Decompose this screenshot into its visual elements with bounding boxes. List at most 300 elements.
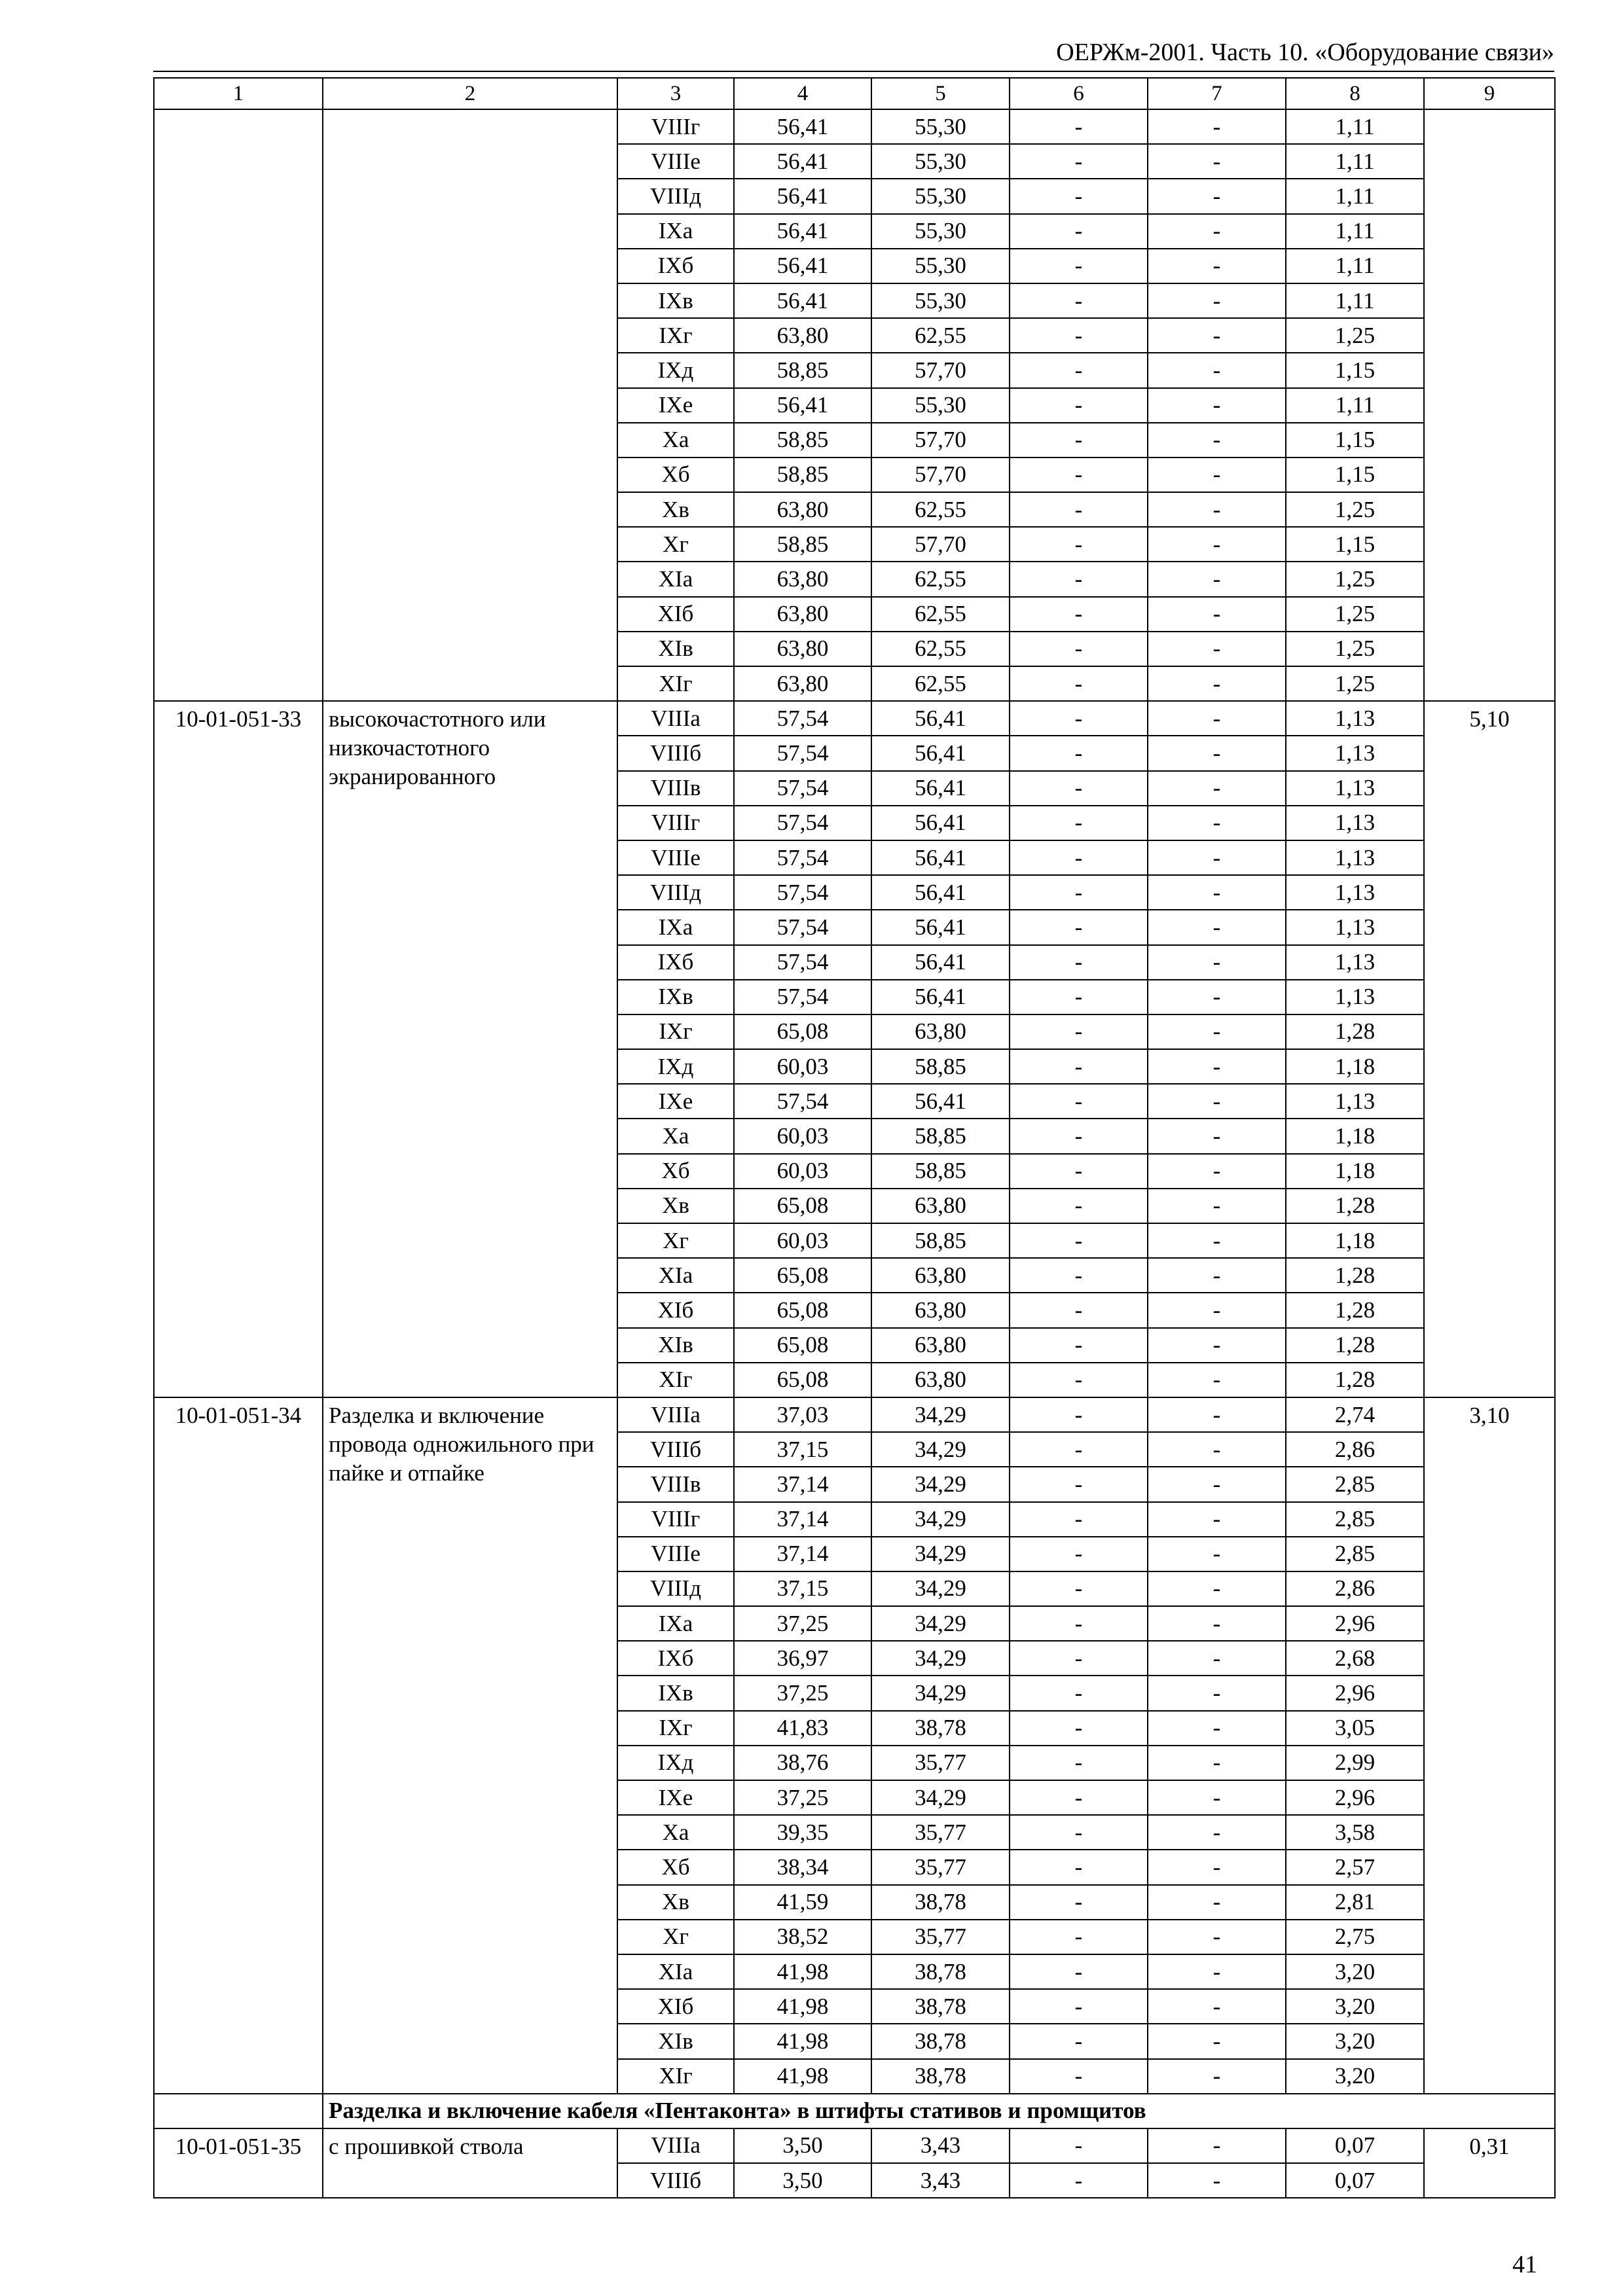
pipeline-class: XIа bbox=[617, 562, 734, 596]
total-cost: 56,41 bbox=[734, 179, 871, 213]
labor-cost: 35,77 bbox=[871, 1746, 1010, 1780]
total-cost: 57,54 bbox=[734, 980, 871, 1014]
machine-cost: - bbox=[1010, 1049, 1148, 1084]
total-cost: 37,14 bbox=[734, 1537, 871, 1571]
material-cost: 1,15 bbox=[1286, 353, 1424, 387]
machine-cost: - bbox=[1010, 214, 1148, 249]
total-cost: 65,08 bbox=[734, 1363, 871, 1397]
labor-hours: 3,10 bbox=[1424, 1397, 1555, 2094]
driver-wage-cost: - bbox=[1148, 1641, 1286, 1676]
pipeline-class: Xг bbox=[617, 1223, 734, 1258]
driver-wage-cost: - bbox=[1148, 1780, 1286, 1815]
pipeline-class: IXб bbox=[617, 945, 734, 980]
labor-cost: 56,41 bbox=[871, 875, 1010, 910]
driver-wage-cost: - bbox=[1148, 492, 1286, 527]
pipeline-class: XIв bbox=[617, 2024, 734, 2058]
labor-cost: 63,80 bbox=[871, 1328, 1010, 1363]
material-cost: 3,20 bbox=[1286, 2059, 1424, 2094]
labor-cost: 56,41 bbox=[871, 840, 1010, 875]
machine-cost: - bbox=[1010, 910, 1148, 944]
material-cost: 1,11 bbox=[1286, 214, 1424, 249]
material-cost: 1,15 bbox=[1286, 423, 1424, 457]
pipeline-class: Xб bbox=[617, 1154, 734, 1189]
material-cost: 2,86 bbox=[1286, 1432, 1424, 1467]
total-cost: 38,52 bbox=[734, 1920, 871, 1954]
total-cost: 57,54 bbox=[734, 701, 871, 736]
total-cost: 37,14 bbox=[734, 1502, 871, 1537]
pipeline-class: XIг bbox=[617, 1363, 734, 1397]
total-cost: 41,98 bbox=[734, 1954, 871, 1989]
material-cost: 3,58 bbox=[1286, 1815, 1424, 1850]
labor-cost: 56,41 bbox=[871, 736, 1010, 770]
pipeline-class: XIа bbox=[617, 1954, 734, 1989]
driver-wage-cost: - bbox=[1148, 1502, 1286, 1537]
labor-cost: 34,29 bbox=[871, 1641, 1010, 1676]
driver-wage-cost: - bbox=[1148, 875, 1286, 910]
driver-wage-cost: - bbox=[1148, 562, 1286, 596]
driver-wage-cost: - bbox=[1148, 910, 1286, 944]
total-cost: 57,54 bbox=[734, 840, 871, 875]
total-cost: 56,41 bbox=[734, 283, 871, 318]
column-number: 3 bbox=[617, 78, 734, 109]
labor-cost: 55,30 bbox=[871, 249, 1010, 283]
driver-wage-cost: - bbox=[1148, 249, 1286, 283]
pipeline-class: Xг bbox=[617, 1920, 734, 1954]
total-cost: 57,54 bbox=[734, 736, 871, 770]
driver-wage-cost: - bbox=[1148, 2163, 1286, 2198]
driver-wage-cost: - bbox=[1148, 1920, 1286, 1954]
pipeline-class: VIIIв bbox=[617, 1467, 734, 1501]
driver-wage-cost: - bbox=[1148, 1363, 1286, 1397]
material-cost: 3,20 bbox=[1286, 2024, 1424, 2058]
material-cost: 1,25 bbox=[1286, 562, 1424, 596]
machine-cost: - bbox=[1010, 1885, 1148, 1920]
driver-wage-cost: - bbox=[1148, 1084, 1286, 1119]
column-number: 6 bbox=[1010, 78, 1148, 109]
labor-cost: 58,85 bbox=[871, 1223, 1010, 1258]
driver-wage-cost: - bbox=[1148, 1885, 1286, 1920]
material-cost: 0,07 bbox=[1286, 2128, 1424, 2163]
pipeline-class: XIб bbox=[617, 1293, 734, 1327]
machine-cost: - bbox=[1010, 2128, 1148, 2163]
machine-cost: - bbox=[1010, 1432, 1148, 1467]
pipeline-class: XIа bbox=[617, 1258, 734, 1293]
total-cost: 37,25 bbox=[734, 1606, 871, 1641]
machine-cost: - bbox=[1010, 1815, 1148, 1850]
material-cost: 1,18 bbox=[1286, 1154, 1424, 1189]
pipeline-class: IXа bbox=[617, 910, 734, 944]
page-number: 41 bbox=[1512, 2251, 1537, 2278]
labor-cost: 63,80 bbox=[871, 1363, 1010, 1397]
machine-cost: - bbox=[1010, 249, 1148, 283]
labor-cost: 38,78 bbox=[871, 1989, 1010, 2024]
driver-wage-cost: - bbox=[1148, 1989, 1286, 2024]
column-number: 7 bbox=[1148, 78, 1286, 109]
pipeline-class: Xв bbox=[617, 492, 734, 527]
material-cost: 1,13 bbox=[1286, 910, 1424, 944]
driver-wage-cost: - bbox=[1148, 179, 1286, 213]
driver-wage-cost: - bbox=[1148, 1815, 1286, 1850]
work-description: Разделка и включение провода одножильного при пайке и отпайке bbox=[323, 1397, 617, 2094]
pipeline-class: IXе bbox=[617, 388, 734, 423]
machine-cost: - bbox=[1010, 1571, 1148, 1606]
pipeline-class: Xб bbox=[617, 1850, 734, 1884]
driver-wage-cost: - bbox=[1148, 214, 1286, 249]
total-cost: 41,98 bbox=[734, 2059, 871, 2094]
material-cost: 2,75 bbox=[1286, 1920, 1424, 1954]
driver-wage-cost: - bbox=[1148, 980, 1286, 1014]
pipeline-class: VIIIе bbox=[617, 840, 734, 875]
driver-wage-cost: - bbox=[1148, 423, 1286, 457]
total-cost: 65,08 bbox=[734, 1189, 871, 1223]
material-cost: 2,86 bbox=[1286, 1571, 1424, 1606]
total-cost: 63,80 bbox=[734, 562, 871, 596]
driver-wage-cost: - bbox=[1148, 1711, 1286, 1746]
material-cost: 1,13 bbox=[1286, 980, 1424, 1014]
driver-wage-cost: - bbox=[1148, 457, 1286, 492]
total-cost: 39,35 bbox=[734, 1815, 871, 1850]
total-cost: 3,50 bbox=[734, 2163, 871, 2198]
labor-hours: 0,31 bbox=[1424, 2128, 1555, 2198]
section-heading-row bbox=[154, 2094, 1555, 2128]
pipeline-class: XIб bbox=[617, 597, 734, 632]
pipeline-class: IXе bbox=[617, 1084, 734, 1119]
material-cost: 3,20 bbox=[1286, 1954, 1424, 1989]
header-rule bbox=[153, 71, 1554, 72]
total-cost: 60,03 bbox=[734, 1119, 871, 1153]
total-cost: 57,54 bbox=[734, 945, 871, 980]
total-cost: 65,08 bbox=[734, 1258, 871, 1293]
total-cost: 41,83 bbox=[734, 1711, 871, 1746]
driver-wage-cost: - bbox=[1148, 1676, 1286, 1710]
total-cost: 56,41 bbox=[734, 144, 871, 179]
pipeline-class: VIIIа bbox=[617, 1397, 734, 1432]
labor-cost: 55,30 bbox=[871, 109, 1010, 144]
total-cost: 60,03 bbox=[734, 1154, 871, 1189]
labor-cost: 55,30 bbox=[871, 388, 1010, 423]
labor-cost: 3,43 bbox=[871, 2163, 1010, 2198]
total-cost: 56,41 bbox=[734, 249, 871, 283]
material-cost: 2,85 bbox=[1286, 1502, 1424, 1537]
total-cost: 65,08 bbox=[734, 1328, 871, 1363]
total-cost: 56,41 bbox=[734, 388, 871, 423]
total-cost: 58,85 bbox=[734, 423, 871, 457]
labor-cost: 57,70 bbox=[871, 423, 1010, 457]
machine-cost: - bbox=[1010, 562, 1148, 596]
machine-cost: - bbox=[1010, 666, 1148, 701]
machine-cost: - bbox=[1010, 945, 1148, 980]
column-number: 5 bbox=[871, 78, 1010, 109]
pipeline-class: IXг bbox=[617, 1711, 734, 1746]
machine-cost: - bbox=[1010, 980, 1148, 1014]
driver-wage-cost: - bbox=[1148, 2024, 1286, 2058]
pipeline-class: IXа bbox=[617, 214, 734, 249]
labor-cost: 35,77 bbox=[871, 1920, 1010, 1954]
machine-cost: - bbox=[1010, 806, 1148, 840]
pipeline-class: IXб bbox=[617, 1641, 734, 1676]
material-cost: 1,18 bbox=[1286, 1049, 1424, 1084]
machine-cost: - bbox=[1010, 353, 1148, 387]
material-cost: 2,74 bbox=[1286, 1397, 1424, 1432]
machine-cost: - bbox=[1010, 1989, 1148, 2024]
pipeline-class: VIIIб bbox=[617, 2163, 734, 2198]
pipeline-class: IXб bbox=[617, 249, 734, 283]
material-cost: 1,11 bbox=[1286, 283, 1424, 318]
labor-cost: 38,78 bbox=[871, 2024, 1010, 2058]
driver-wage-cost: - bbox=[1148, 1746, 1286, 1780]
material-cost: 2,96 bbox=[1286, 1606, 1424, 1641]
machine-cost: - bbox=[1010, 1258, 1148, 1293]
total-cost: 41,59 bbox=[734, 1885, 871, 1920]
total-cost: 57,54 bbox=[734, 806, 871, 840]
driver-wage-cost: - bbox=[1148, 597, 1286, 632]
total-cost: 65,08 bbox=[734, 1293, 871, 1327]
machine-cost: - bbox=[1010, 1084, 1148, 1119]
material-cost: 1,18 bbox=[1286, 1223, 1424, 1258]
total-cost: 56,41 bbox=[734, 109, 871, 144]
pipeline-class: Xа bbox=[617, 1815, 734, 1850]
driver-wage-cost: - bbox=[1148, 1397, 1286, 1432]
labor-cost: 56,41 bbox=[871, 701, 1010, 736]
driver-wage-cost: - bbox=[1148, 1189, 1286, 1223]
total-cost: 36,97 bbox=[734, 1641, 871, 1676]
machine-cost: - bbox=[1010, 1641, 1148, 1676]
driver-wage-cost: - bbox=[1148, 1537, 1286, 1571]
labor-cost: 34,29 bbox=[871, 1606, 1010, 1641]
total-cost: 37,15 bbox=[734, 1571, 871, 1606]
driver-wage-cost: - bbox=[1148, 1606, 1286, 1641]
machine-cost: - bbox=[1010, 875, 1148, 910]
labor-cost: 55,30 bbox=[871, 214, 1010, 249]
labor-cost: 56,41 bbox=[871, 806, 1010, 840]
labor-cost: 62,55 bbox=[871, 562, 1010, 596]
material-cost: 1,25 bbox=[1286, 597, 1424, 632]
material-cost: 2,96 bbox=[1286, 1676, 1424, 1710]
total-cost: 63,80 bbox=[734, 632, 871, 666]
labor-cost: 57,70 bbox=[871, 353, 1010, 387]
machine-cost: - bbox=[1010, 179, 1148, 213]
labor-cost: 3,43 bbox=[871, 2128, 1010, 2163]
machine-cost: - bbox=[1010, 1119, 1148, 1153]
machine-cost: - bbox=[1010, 1293, 1148, 1327]
machine-cost: - bbox=[1010, 1606, 1148, 1641]
rate-code bbox=[154, 109, 323, 701]
labor-cost: 34,29 bbox=[871, 1432, 1010, 1467]
driver-wage-cost: - bbox=[1148, 1432, 1286, 1467]
labor-cost: 62,55 bbox=[871, 597, 1010, 632]
total-cost: 3,50 bbox=[734, 2128, 871, 2163]
pipeline-class: XIг bbox=[617, 666, 734, 701]
material-cost: 1,15 bbox=[1286, 457, 1424, 492]
machine-cost: - bbox=[1010, 2024, 1148, 2058]
driver-wage-cost: - bbox=[1148, 144, 1286, 179]
labor-cost: 56,41 bbox=[871, 945, 1010, 980]
labor-hours: 5,10 bbox=[1424, 701, 1555, 1397]
total-cost: 37,25 bbox=[734, 1780, 871, 1815]
material-cost: 0,07 bbox=[1286, 2163, 1424, 2198]
machine-cost: - bbox=[1010, 423, 1148, 457]
labor-cost: 56,41 bbox=[871, 771, 1010, 806]
labor-cost: 63,80 bbox=[871, 1293, 1010, 1327]
pipeline-class: IXд bbox=[617, 1746, 734, 1780]
column-number: 2 bbox=[323, 78, 617, 109]
labor-cost: 56,41 bbox=[871, 980, 1010, 1014]
work-description bbox=[323, 109, 617, 701]
labor-cost: 58,85 bbox=[871, 1119, 1010, 1153]
column-number-row bbox=[154, 78, 1555, 109]
driver-wage-cost: - bbox=[1148, 353, 1286, 387]
total-cost: 38,34 bbox=[734, 1850, 871, 1884]
rates-table bbox=[153, 77, 1556, 2198]
pipeline-class: VIIIб bbox=[617, 1432, 734, 1467]
labor-cost: 34,29 bbox=[871, 1676, 1010, 1710]
labor-cost: 63,80 bbox=[871, 1189, 1010, 1223]
driver-wage-cost: - bbox=[1148, 318, 1286, 353]
machine-cost: - bbox=[1010, 1920, 1148, 1954]
labor-cost: 38,78 bbox=[871, 1711, 1010, 1746]
machine-cost: - bbox=[1010, 492, 1148, 527]
pipeline-class: Xг bbox=[617, 527, 734, 562]
total-cost: 58,85 bbox=[734, 457, 871, 492]
material-cost: 1,13 bbox=[1286, 771, 1424, 806]
machine-cost: - bbox=[1010, 1189, 1148, 1223]
driver-wage-cost: - bbox=[1148, 632, 1286, 666]
labor-cost: 55,30 bbox=[871, 144, 1010, 179]
machine-cost: - bbox=[1010, 1711, 1148, 1746]
pipeline-class: XIв bbox=[617, 632, 734, 666]
material-cost: 1,28 bbox=[1286, 1258, 1424, 1293]
pipeline-class: IXа bbox=[617, 1606, 734, 1641]
pipeline-class: IXд bbox=[617, 1049, 734, 1084]
pipeline-class: XIв bbox=[617, 1328, 734, 1363]
driver-wage-cost: - bbox=[1148, 1293, 1286, 1327]
driver-wage-cost: - bbox=[1148, 1328, 1286, 1363]
column-number: 4 bbox=[734, 78, 871, 109]
total-cost: 57,54 bbox=[734, 1084, 871, 1119]
total-cost: 58,85 bbox=[734, 353, 871, 387]
machine-cost: - bbox=[1010, 632, 1148, 666]
machine-cost: - bbox=[1010, 2163, 1148, 2198]
driver-wage-cost: - bbox=[1148, 2059, 1286, 2094]
total-cost: 57,54 bbox=[734, 910, 871, 944]
total-cost: 63,80 bbox=[734, 492, 871, 527]
material-cost: 1,13 bbox=[1286, 736, 1424, 770]
material-cost: 1,13 bbox=[1286, 806, 1424, 840]
pipeline-class: IXе bbox=[617, 1780, 734, 1815]
pipeline-class: Xа bbox=[617, 423, 734, 457]
machine-cost: - bbox=[1010, 1954, 1148, 1989]
driver-wage-cost: - bbox=[1148, 701, 1286, 736]
pipeline-class: VIIIб bbox=[617, 736, 734, 770]
material-cost: 1,13 bbox=[1286, 840, 1424, 875]
driver-wage-cost: - bbox=[1148, 945, 1286, 980]
driver-wage-cost: - bbox=[1148, 1850, 1286, 1884]
labor-cost: 56,41 bbox=[871, 1084, 1010, 1119]
total-cost: 38,76 bbox=[734, 1746, 871, 1780]
machine-cost: - bbox=[1010, 1467, 1148, 1501]
machine-cost: - bbox=[1010, 1780, 1148, 1815]
total-cost: 41,98 bbox=[734, 1989, 871, 2024]
pipeline-class: VIIIд bbox=[617, 179, 734, 213]
material-cost: 1,11 bbox=[1286, 179, 1424, 213]
total-cost: 63,80 bbox=[734, 597, 871, 632]
labor-cost: 56,41 bbox=[871, 910, 1010, 944]
machine-cost: - bbox=[1010, 1154, 1148, 1189]
pipeline-class: VIIIд bbox=[617, 875, 734, 910]
material-cost: 2,85 bbox=[1286, 1537, 1424, 1571]
labor-cost: 62,55 bbox=[871, 318, 1010, 353]
driver-wage-cost: - bbox=[1148, 1014, 1286, 1049]
machine-cost: - bbox=[1010, 597, 1148, 632]
machine-cost: - bbox=[1010, 1363, 1148, 1397]
driver-wage-cost: - bbox=[1148, 1258, 1286, 1293]
material-cost: 1,13 bbox=[1286, 945, 1424, 980]
driver-wage-cost: - bbox=[1148, 1954, 1286, 1989]
machine-cost: - bbox=[1010, 1014, 1148, 1049]
material-cost: 1,13 bbox=[1286, 1084, 1424, 1119]
total-cost: 60,03 bbox=[734, 1223, 871, 1258]
machine-cost: - bbox=[1010, 701, 1148, 736]
driver-wage-cost: - bbox=[1148, 1467, 1286, 1501]
material-cost: 2,99 bbox=[1286, 1746, 1424, 1780]
total-cost: 63,80 bbox=[734, 318, 871, 353]
driver-wage-cost: - bbox=[1148, 1154, 1286, 1189]
machine-cost: - bbox=[1010, 1746, 1148, 1780]
pipeline-class: IXг bbox=[617, 1014, 734, 1049]
labor-cost: 57,70 bbox=[871, 527, 1010, 562]
labor-cost: 38,78 bbox=[871, 2059, 1010, 2094]
work-description: с прошивкой ствола bbox=[323, 2128, 617, 2198]
total-cost: 57,54 bbox=[734, 875, 871, 910]
labor-cost: 55,30 bbox=[871, 179, 1010, 213]
machine-cost: - bbox=[1010, 771, 1148, 806]
machine-cost: - bbox=[1010, 318, 1148, 353]
pipeline-class: IXв bbox=[617, 283, 734, 318]
pipeline-class: IXг bbox=[617, 318, 734, 353]
pipeline-class: IXд bbox=[617, 353, 734, 387]
labor-cost: 63,80 bbox=[871, 1014, 1010, 1049]
column-number: 9 bbox=[1424, 78, 1555, 109]
machine-cost: - bbox=[1010, 283, 1148, 318]
total-cost: 37,03 bbox=[734, 1397, 871, 1432]
driver-wage-cost: - bbox=[1148, 283, 1286, 318]
labor-cost: 55,30 bbox=[871, 283, 1010, 318]
machine-cost: - bbox=[1010, 1676, 1148, 1710]
material-cost: 1,11 bbox=[1286, 249, 1424, 283]
driver-wage-cost: - bbox=[1148, 1119, 1286, 1153]
machine-cost: - bbox=[1010, 1397, 1148, 1432]
material-cost: 1,25 bbox=[1286, 632, 1424, 666]
material-cost: 1,28 bbox=[1286, 1293, 1424, 1327]
page-header bbox=[153, 38, 1554, 71]
driver-wage-cost: - bbox=[1148, 840, 1286, 875]
machine-cost: - bbox=[1010, 1328, 1148, 1363]
material-cost: 1,25 bbox=[1286, 492, 1424, 527]
machine-cost: - bbox=[1010, 840, 1148, 875]
rate-code: 10-01-051-34 bbox=[154, 1397, 323, 2094]
labor-cost: 63,80 bbox=[871, 1258, 1010, 1293]
rate-code: 10-01-051-35 bbox=[154, 2128, 323, 2198]
machine-cost: - bbox=[1010, 736, 1148, 770]
labor-cost: 34,29 bbox=[871, 1780, 1010, 1815]
total-cost: 56,41 bbox=[734, 214, 871, 249]
labor-cost: 62,55 bbox=[871, 492, 1010, 527]
driver-wage-cost: - bbox=[1148, 527, 1286, 562]
total-cost: 37,14 bbox=[734, 1467, 871, 1501]
rates-table-body bbox=[154, 78, 1555, 2198]
material-cost: 1,15 bbox=[1286, 527, 1424, 562]
machine-cost: - bbox=[1010, 109, 1148, 144]
